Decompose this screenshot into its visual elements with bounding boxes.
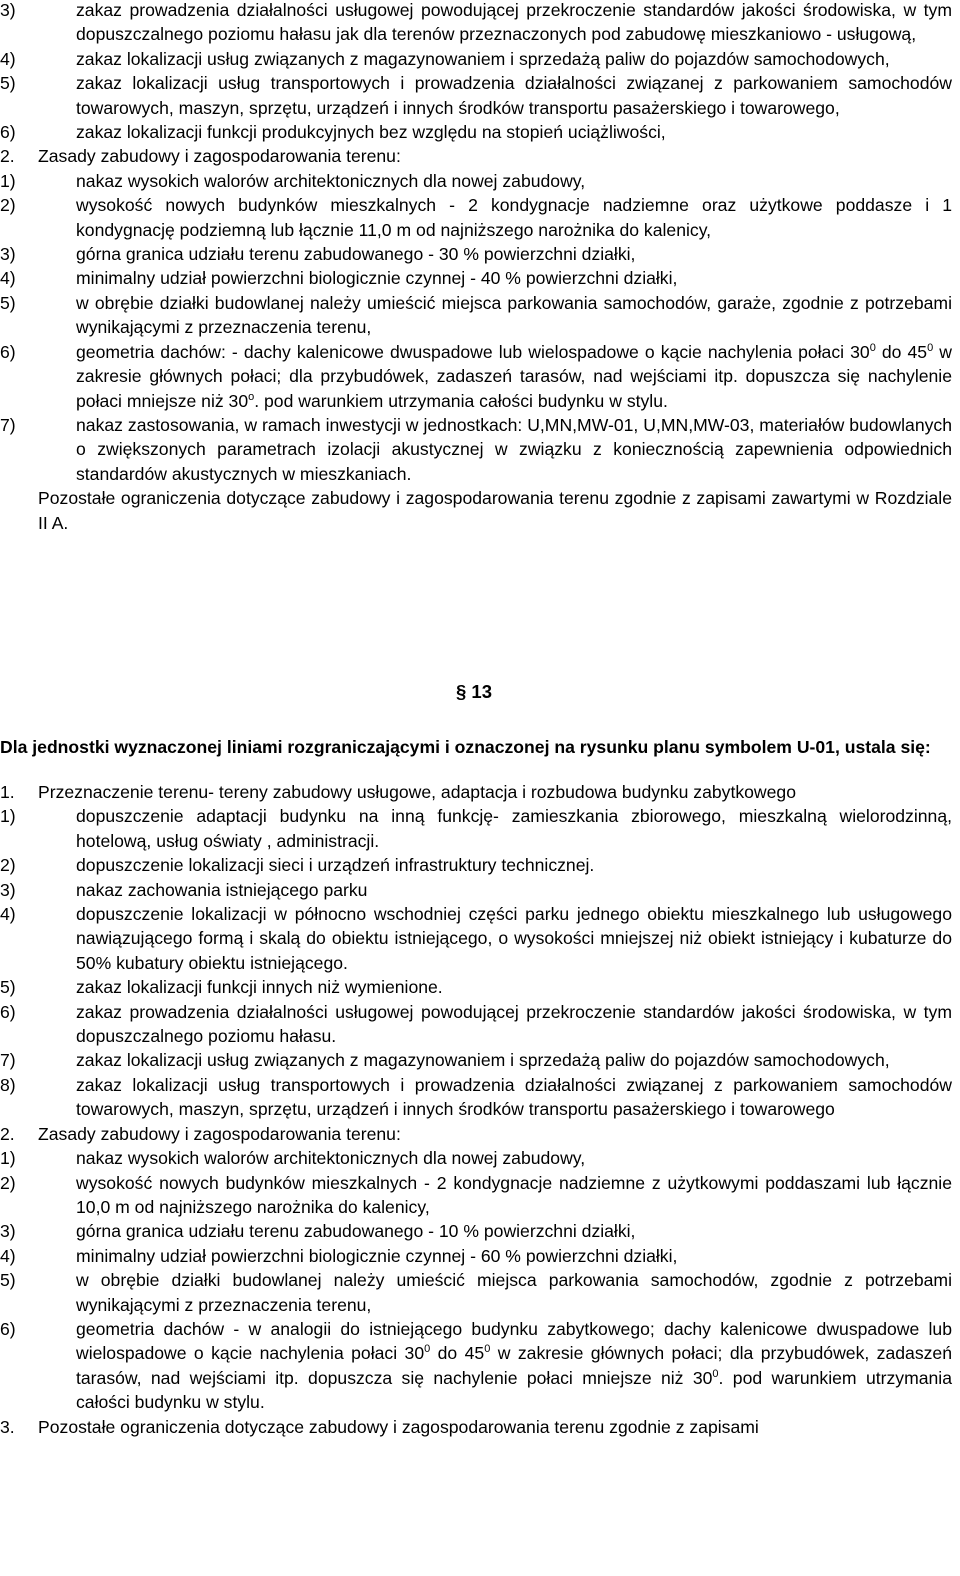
section-heading: Pozostałe ograniczenia dotyczące zabudowy i zagospodarowania terenu zgodnie z zapisami zawartymi w Rozdziale II A. <box>38 488 952 533</box>
list-item: 4) zakaz lokalizacji usług związanych z magazynowaniem i sprzedażą paliw do pojazdów samochodowych, <box>0 48 890 69</box>
list-item: 3) nakaz zachowania istniejącego parku <box>0 879 368 900</box>
list-item: 2) dopuszczenie lokalizacji sieci i urządzeń infrastruktury technicznej. <box>0 855 595 876</box>
section-heading: 1. Przeznaczenie terenu- tereny zabudowy usługowe, adaptacja i rozbudowa budynku zabytkowego <box>0 782 796 802</box>
section-heading: 2. Zasady zabudowy i zagospodarowania terenu: <box>0 1123 401 1144</box>
list-item: 5) w obrębie działki budowlanej należy umieścić miejsca parkowania samochodów, garaże, zgodnie z potrzebami wynikającymi z przeznaczenia terenu, <box>0 292 952 338</box>
section-heading: 3. Pozostałe ograniczenia dotyczące zabudowy i zagospodarowania terenu zgodnie z zapisami <box>0 1416 759 1437</box>
paragraph-sign: § 13 <box>456 681 493 702</box>
list-item: 2) wysokość nowych budynków mieszkalnych - 2 kondygnacje nadziemne z użytkowymi poddaszami lub łącznie 10,0 m od najniższego narożnika do kalenicy, <box>0 1172 952 1217</box>
list-item: 2) wysokość nowych budynków mieszkalnych - 2 kondygnacje nadziemne oraz użytkowe poddasze i 1 kondygnację podziemną lub łącznie 11,0 m od najniższego narożnika do kalenicy, <box>0 195 952 240</box>
list-item: 8) zakaz lokalizacji usług transportowych i prowadzenia działalności związanej z parkowaniem samochodów towarowych, maszyn, sprzętu, urządzeń i innych środków transportu pasażerskiego i towarowego <box>0 1074 952 1120</box>
list-item: 5) zakaz lokalizacji funkcji innych niż wymienione. <box>0 977 443 998</box>
list-item: 5) zakaz lokalizacji usług transportowych i prowadzenia działalności związanej z parkowaniem samochodów towarowych, maszyn, sprzętu, urządzeń i innych środków transportu pasażerskiego i towarowego, <box>0 73 952 118</box>
list-item: 6) zakaz prowadzenia działalności usługowej powodującej przekroczenie standardów jakości środowiska, w tym dopuszczalnego poziomu hałasu. <box>0 1001 952 1047</box>
list-item-roof-geometry: 6) geometria dachów: - dachy kalenicowe dwuspadowe lub wielospadowe o kącie nachylenia połaci $30^0$ do $45^0$ w zakresie głównych połaci; dla przybudówek, zadaszeń tarasów, nad wejściami itp. dopuszcza się nachylenie połaci mniejsze niż 30$^o$. pod warunkiem utrzymania całości budynku w stylu. <box>0 341 952 411</box>
list-item: 1) nakaz wysokich walorów architektonicznych dla nowej zabudowy, <box>0 170 586 191</box>
list-item: 3) górna granica udziału terenu zabudowanego - 10 % powierzchni działki, <box>0 1221 636 1242</box>
part2-list <box>0 780 952 1439</box>
list-item: 7) nakaz zastosowania, w ramach inwestycji w jednostkach: U,MN,MW-01, U,MN,MW-03, materiałów budowlanych o zwiększonych parametrach izolacji akustycznej w związku z koniecznością zapewnienia odpowiednich standardów akustycznych w mieszkaniach. <box>0 414 952 484</box>
list-item: 4) minimalny udział powierzchni biologicznie czynnej - 40 % powierzchni działki, <box>0 268 678 289</box>
list-item: 3) zakaz prowadzenia działalności usługowej powodującej przekroczenie standardów jakości środowiska, w tym dopuszczalnego poziomu hałasu jak dla terenów przeznaczonych pod zabudowę mieszkaniowo - usługową, <box>0 0 952 45</box>
part1-list <box>0 0 952 535</box>
list-item: 6) zakaz lokalizacji funkcji produkcyjnych bez względu na stopień uciążliwości, <box>0 122 666 143</box>
list-item-roof-geometry: 6) geometria dachów - w analogii do istniejącego budynku zabytkowego; dachy kalenicowe dwuspadowe lub wielospadowe o kącie nachylenia połaci $30^0$ do $45^0$ w zakresie głównych połaci; dla przybudówek, zadaszeń tarasów, nad wejściami itp. dopuszcza się nachylenie połaci mniejsze niż $30^0$. pod warunkiem utrzymania całości budynku w stylu. <box>0 1318 952 1413</box>
list-item: 1) nakaz wysokich walorów architektonicznych dla nowej zabudowy, <box>0 1148 586 1169</box>
list-item: 3) górna granica udziału terenu zabudowanego - 30 % powierzchni działki, <box>0 244 636 265</box>
list-item: 4) minimalny udział powierzchni biologicznie czynnej - 60 % powierzchni działki, <box>0 1245 678 1266</box>
list-item: 1) dopuszczenie adaptacji budynku na inną funkcję- zamieszkania zbiorowego, mieszkalną wielorodzinną, hotelową, usług oświaty , administracji. <box>0 806 952 851</box>
list-item: 7) zakaz lokalizacji usług związanych z magazynowaniem i sprzedażą paliw do pojazdów samochodowych, <box>0 1050 890 1071</box>
section-heading: 2. Zasady zabudowy i zagospodarowania terenu: <box>0 146 401 167</box>
list-item: 5) w obrębie działki budowlanej należy umieścić miejsca parkowania samochodów, zgodnie z potrzebami wynikającymi z przeznaczenia terenu, <box>0 1270 952 1315</box>
unit-heading: Dla jednostki wyznaczonej liniami rozgraniczającymi i oznaczonej na rysunku planu symbolem U-01, ustala się: <box>0 737 931 757</box>
list-item: 4) dopuszczenie lokalizacji w północno wschodniej części parku jednego obiektu mieszkalnego lub usługowego nawiązującego formą i skalą do obiektu istniejącego, o wysokości mniejszej niż obiekt istniejący i kubaturze do 50% kubatury obiektu istniejącego. <box>0 904 952 973</box>
